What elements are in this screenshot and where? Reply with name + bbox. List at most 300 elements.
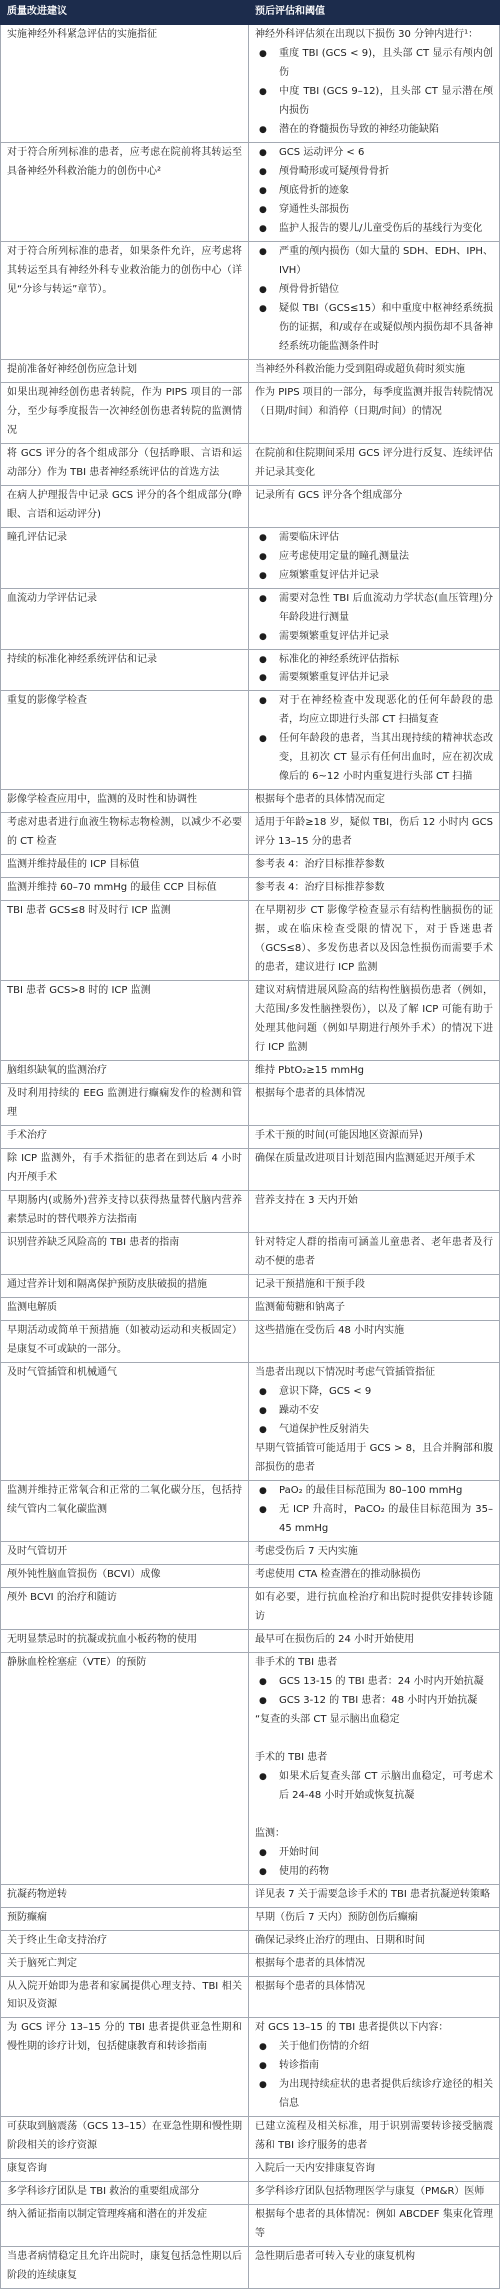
threshold-group [255,791,493,810]
bullet-item [255,182,493,201]
threshold-group [255,1932,493,1951]
recommendation-cell: 当患者病情稳定且允许出院时，康复包括急性期以后阶段的连续康复 [1,2247,249,2289]
table-row [1,813,500,855]
bullet-text: 严重的颅内损伤（如大量的 SDH、EDH、IPH、IVH） [279,245,493,276]
recommendation-cell: 如果出现神经创伤患者转院，作为 PIPS 项目的一部分，至少每季度报告一次神经创伤患者转院的监测情况 [1,382,249,443]
header-threshold: 预后评估和阈值 [249,1,500,25]
bullet-icon [255,567,279,586]
threshold-group [255,1978,493,1997]
threshold-cell [249,901,500,981]
threshold-group [255,1886,493,1905]
threshold-text: 这些措施在受伤后 48 小时内实施 [255,1325,405,1336]
recommendation-cell: TBI 患者 GCS>8 时的 ICP 监测 [1,981,249,1061]
bullet-item [255,1482,493,1501]
recommendation-cell: 血流动力学评估记录 [1,588,249,649]
threshold-group [255,2248,493,2267]
bullet-text: 关于他们伤情的介绍 [279,2041,369,2053]
bullet-text: 中度 TBI (GCS 9–12)，且头部 CT 显示潜在颅内损伤 [279,85,493,116]
table-header [1,1,500,25]
recommendation-cell: 可获取到脑震荡（GCS 13–15）在亚急性期和慢性期阶段相关的诊疗资源 [1,2117,249,2159]
bullet-icon [255,1482,279,1501]
table-row [1,1126,500,1149]
threshold-cell [249,1061,500,1084]
threshold-text: 已建立流程及相关标准，用于识别需要转诊接受脑震荡和 TBI 诊疗服务的患者 [255,2121,493,2152]
table-row [1,359,500,382]
threshold-text: 根据每个患者的具体情况 [255,1980,365,1992]
threshold-text: 适用于年龄≥18 岁，疑似 TBI，伤后 12 小时内 GCS 评分 13–15 分的患者 [255,817,493,848]
recommendation-cell: 静脉血栓栓塞症（VTE）的预防 [1,1652,249,1884]
threshold-group [255,1234,493,1272]
threshold-text: 建议对病情进展风险高的结构性脑损伤患者（例如，大范围/多发性脑挫裂伤），以及了解 ICP 可能有助于处理其他问题（例如早期进行颅外手术）的情况下进行 ICP 监测 [255,985,493,1054]
recommendation-cell: 预防癫痫 [1,1907,249,1930]
bullet-icon [255,281,279,300]
threshold-cell [249,1298,500,1321]
bullet-icon [255,548,279,567]
bullet-list [255,1383,493,1440]
recommendation-cell: 及时气管切开 [1,1541,249,1564]
threshold-text: 考虑受伤后 7 天内实施 [255,1545,358,1557]
threshold-group [255,1749,493,1806]
recommendation-cell: 对于符合所列标准的患者，如果条件允许，应考虑将其转运至具有神经外科专业救治能力的创伤中心（详见“分诊与转运”章节）。 [1,241,249,359]
bullet-item [255,548,493,567]
bullet-text: 需要临床评估 [279,531,339,543]
blank-line [255,1806,493,1825]
bullet-text: 开始时间 [279,1846,319,1858]
threshold-group [255,1955,493,1974]
recommendation-cell: 颅外钝性脑血管损伤（BCVI）成像 [1,1564,249,1587]
threshold-group [255,1909,493,1928]
threshold-text: 参考表 4：治疗目标推荐参数 [255,882,385,894]
threshold-text: 确保在质量改进项目计划范围内监测延迟开颅手术 [255,1153,475,1165]
recommendation-cell: 多学科诊疗团队是 TBI 救治的重要组成部分 [1,2182,249,2205]
threshold-text: 确保记录终止治疗的理由、日期和时间 [255,1934,425,1946]
bullet-item [255,163,493,182]
threshold-cell [249,142,500,241]
threshold-text: 根据每个患者的具体情况而定 [255,794,385,806]
table-row [1,855,500,878]
bullet-icon [255,220,279,239]
threshold-text: 多学科诊疗团队包括物理医学与康复（PM&R）医师 [255,2186,485,2198]
bullet-text: 穿通性头部损伤 [279,203,349,215]
threshold-group [255,692,493,787]
threshold-cell [249,1084,500,1126]
threshold-cell [249,443,500,485]
bullet-item [255,220,493,239]
recommendation-cell: 实施神经外科紧急评估的实施指征 [1,24,249,142]
threshold-text: 根据每个患者的具体情况：例如 ABCDEF 集束化管理等 [255,2209,493,2240]
bullet-text: 转诊指南 [279,2060,319,2072]
bullet-text: 需要频繁重复评估并记录 [279,672,389,684]
threshold-cell [249,649,500,691]
threshold-group [255,384,493,422]
bullet-icon [255,669,279,688]
table-row [1,1652,500,1884]
threshold-cell [249,1480,500,1541]
threshold-text: 在早期初步 CT 影像学检查显示有结构性脑损伤的证据，或在临床检查受限的情况下，对于昏迷患者（GCS≤8）、多发伤患者以及因急性损伤而需要手术的患者，建议进行 ICP 监测 [255,905,493,974]
bullet-text: 疑似 TBI（GCS≤15）和中重度中枢神经系统损伤的证据，和/或存在或疑似颅内损伤却不具备神经系统功能监测条件时 [279,302,493,352]
bullet-item [255,730,493,787]
bullet-text: 颅骨畸形或可疑颅骨骨折 [279,165,389,177]
threshold-cell [249,1652,500,1884]
threshold-text: 根据每个患者的具体情况 [255,1088,365,1100]
threshold-text: 神经外科评估须在出现以下损伤 30 分钟内进行¹： [255,28,479,40]
bullet-item [255,1421,493,1440]
table-row [1,1976,500,2018]
table-row [1,1321,500,1363]
table-row [1,382,500,443]
table-row [1,1930,500,1953]
recommendation-cell: 无明显禁忌时的抗凝或抗血小板药物的使用 [1,1629,249,1652]
threshold-group [255,1085,493,1104]
table-row [1,691,500,790]
bullet-icon [255,1692,279,1711]
threshold-text: 手术干预的时间(可能因地区资源而异) [255,1130,423,1142]
threshold-cell [249,1587,500,1629]
recommendation-cell: 纳入循证指南以制定管理疼痛和潜在的并发症 [1,2205,249,2247]
bullet-item [255,1768,493,1806]
bullet-item [255,1844,493,1863]
bullet-icon [255,121,279,140]
recommendation-cell: 考虑对患者进行血液生物标志物检测，以减少不必要的 CT 检查 [1,813,249,855]
recommendation-cell: 提前准备好神经创伤应急计划 [1,359,249,382]
threshold-group [255,814,493,852]
table-row [1,1907,500,1930]
threshold-cell [249,2018,500,2117]
threshold-cell [249,1362,500,1480]
threshold-group [255,1654,493,1730]
table-row [1,443,500,485]
bullet-text: 颅底骨折的迹象 [279,184,349,196]
bullet-item [255,2057,493,2076]
threshold-cell [249,813,500,855]
table-row [1,1629,500,1652]
recommendation-cell: 监测电解质 [1,1298,249,1321]
threshold-cell [249,2205,500,2247]
threshold-cell [249,1321,500,1363]
threshold-cell [249,981,500,1061]
recommendation-cell: 康复咨询 [1,2159,249,2182]
threshold-group [255,2160,493,2179]
recommendation-cell: 监测并维持最佳的 ICP 目标值 [1,855,249,878]
bullet-icon [255,1421,279,1440]
table-row [1,1298,500,1321]
table-row [1,527,500,588]
bullet-text: 意识下降，GCS < 9 [279,1385,372,1397]
bullet-icon [255,243,279,262]
threshold-cell [249,1126,500,1149]
bullet-item [255,669,493,688]
threshold-text: 手术的 TBI 患者 [255,1751,328,1763]
bullet-text: 应考虑使用定量的瞳孔测量法 [279,550,409,562]
recommendation-cell: 为 GCS 评分 13–15 分的 TBI 患者提供亚急性期和慢性期的诊疗计划，包括健康教育和转诊指南 [1,2018,249,2117]
recommendation-cell: 在病人护理报告中记录 GCS 评分的各个组成部分(睁眼、言语和运动评分) [1,485,249,527]
threshold-group [255,1482,493,1539]
threshold-text: 非手术的 TBI 患者 [255,1656,338,1668]
bullet-icon [255,45,279,64]
bullet-icon [255,692,279,711]
bullet-list [255,529,493,586]
threshold-cell [249,1930,500,1953]
threshold-text: 根据每个患者的具体情况 [255,1957,365,1969]
recommendation-cell: 持续的标准化神经系统评估和记录 [1,649,249,691]
threshold-group [255,590,493,647]
table-row [1,2018,500,2117]
table-row [1,24,500,142]
recommendation-cell: 通过营养计划和隔离保护预防皮肤破损的措施 [1,1275,249,1298]
table-row [1,1953,500,1976]
threshold-text: 对 GCS 13–15 的 TBI 患者提供以下内容： [255,2022,449,2034]
bullet-icon [255,1863,279,1882]
threshold-group [255,1825,493,1882]
threshold-text: 入院后一天内安排康复咨询 [255,2163,375,2175]
bullet-icon [255,1383,279,1402]
threshold-group [255,243,493,357]
bullet-icon [255,730,279,749]
header-recommendation: 质量改进建议 [1,1,249,25]
bullet-text: 标准化的神经系统评估指标 [279,653,399,665]
bullet-item [255,1383,493,1402]
bullet-item [255,300,493,357]
table-row [1,1233,500,1275]
bullet-item [255,1692,493,1711]
bullet-text: 无 ICP 升高时，PaCO₂ 的最佳目标范围为 35–45 mmHg [279,1503,493,1534]
bullet-text: 任何年龄段的患者，当其出现持续的精神状态改变，且初次 CT 显示有任何出血时，应在初次成像后的 6~12 小时内重复进行头部 CT 扫描 [279,733,493,783]
threshold-cell [249,2117,500,2159]
bullet-item [255,1673,493,1692]
bullet-item [255,2038,493,2057]
bullet-list [255,243,493,357]
bullet-item [255,628,493,647]
table-row [1,1084,500,1126]
bullet-icon [255,651,279,670]
bullet-icon [255,628,279,647]
recommendation-cell: 早期活动或简单干预措施（如被动运动和夹板固定）是康复不可或缺的一部分。 [1,1321,249,1363]
bullet-item [255,45,493,83]
threshold-cell [249,855,500,878]
recommendation-cell: 监测并维持正常氧合和正常的二氧化碳分压，包括持续气管内二氧化碳监测 [1,1480,249,1541]
threshold-group [255,1566,493,1585]
table-row [1,1061,500,1084]
threshold-group [255,2206,493,2244]
table-row [1,588,500,649]
threshold-group [255,26,493,140]
bullet-text: GCS 运动评分 < 6 [279,146,365,158]
table-row [1,1884,500,1907]
bullet-text: 躁动不安 [279,1404,319,1416]
threshold-text: 早期气管插管可能适用于 GCS > 8，且合并胸部和腹部损伤的患者 [255,1442,493,1473]
threshold-group [255,1127,493,1146]
recommendation-cell: 将 GCS 评分的各个组成部分（包括睁眼、言语和运动部分）作为 TBI 患者神经系统评估的首选方法 [1,443,249,485]
recommendation-cell: 关于脑死亡判定 [1,1953,249,1976]
threshold-text: 急性期后患者可转入专业的康复机构 [255,2251,415,2263]
bullet-item [255,590,493,628]
table-row [1,1275,500,1298]
bullet-list [255,1673,493,1711]
bullet-text: 需要对急性 TBI 后血流动力学状态(血压管理)分年龄段进行测量 [279,592,493,623]
recommendation-cell: 识别营养缺乏风险高的 TBI 患者的指南 [1,1233,249,1275]
bullet-icon [255,1844,279,1863]
bullet-text: 需要频繁重复评估并记录 [279,630,389,642]
bullet-icon [255,201,279,220]
table-row [1,901,500,981]
bullet-text: 对于在神经检查中发现恶化的任何年龄段的患者，均应立即进行头部 CT 扫描复查 [279,695,493,726]
table-row [1,981,500,1061]
table-row [1,649,500,691]
threshold-cell [249,588,500,649]
recommendation-cell: 及时气管插管和机械通气 [1,1362,249,1480]
bullet-list [255,144,493,239]
table-row [1,1362,500,1480]
bullet-icon [255,1673,279,1692]
threshold-group [255,982,493,1058]
threshold-cell [249,527,500,588]
threshold-group [255,1062,493,1081]
threshold-text: 参考表 4：治疗目标推荐参数 [255,859,385,871]
threshold-text: 最早可在损伤后的 24 小时开始使用 [255,1633,415,1645]
bullet-item [255,692,493,730]
threshold-group [255,856,493,875]
bullet-text: 气道保护性反射消失 [279,1423,369,1435]
threshold-cell [249,2159,500,2182]
threshold-text: 维持 PbtO₂≥15 mmHg [255,1065,364,1077]
threshold-cell [249,2247,500,2289]
threshold-group [255,1543,493,1562]
threshold-text: 如有必要，进行抗血栓治疗和出院时提供安排转诊随访 [255,1591,493,1622]
threshold-text: 营养支持在 3 天内开始 [255,1195,358,1207]
threshold-text: 当患者出现以下情况时考虑气管插管指征 [255,1366,435,1378]
threshold-group [255,1276,493,1295]
threshold-cell [249,1907,500,1930]
threshold-cell [249,1191,500,1233]
recommendation-cell: 抗凝药物逆转 [1,1884,249,1907]
bullet-list [255,2038,493,2114]
table-row [1,790,500,813]
recommendation-cell: 脑组织缺氧的监测治疗 [1,1061,249,1084]
recommendation-cell: 手术治疗 [1,1126,249,1149]
threshold-cell [249,691,500,790]
recommendation-cell: TBI 患者 GCS≤8 时及时行 ICP 监测 [1,901,249,981]
bullet-list [255,692,493,787]
recommendation-cell: 瞳孔评估记录 [1,527,249,588]
table-row [1,485,500,527]
bullet-text: 为出现持续症状的患者提供后续诊疗途径的相关信息 [279,2079,493,2110]
threshold-cell [249,359,500,382]
threshold-text: 当神经外科救治能力受到阻碍或超负荷时须实施 [255,363,465,375]
threshold-group [255,1299,493,1318]
bullet-icon [255,1402,279,1421]
blank-line [255,1730,493,1749]
table-body [1,24,500,2288]
table-row [1,2247,500,2289]
threshold-cell [249,878,500,901]
bullet-text: 如果术后复查头部 CT 示脑出血稳定，可考虑术后 24-48 小时开始或恢复抗凝 [279,1770,493,1801]
threshold-cell [249,1541,500,1564]
bullet-icon [255,144,279,163]
threshold-group [255,144,493,239]
threshold-cell [249,2182,500,2205]
table-row [1,1149,500,1191]
recommendation-cell: 重复的影像学检查 [1,691,249,790]
threshold-group [255,2019,493,2114]
threshold-cell [249,24,500,142]
threshold-text: 记录所有 GCS 评分各个组成部分 [255,489,403,501]
bullet-icon [255,2076,279,2095]
table-row [1,2182,500,2205]
header-row [1,1,500,25]
threshold-text: 考虑使用 CTA 检查潜在的推动脉损伤 [255,1568,421,1580]
recommendation-cell: 早期肠内(或肠外)营养支持以获得热量替代脑内营养素禁忌时的替代喂养方法指南 [1,1191,249,1233]
threshold-cell [249,382,500,443]
threshold-group [255,651,493,689]
bullet-text: GCS 3-12 的 TBI 患者：48 小时内开始抗凝 [279,1694,478,1706]
table-row [1,1541,500,1564]
bullet-item [255,121,493,140]
threshold-text: 针对特定人群的指南可涵盖儿童患者、老年患者及行动不便的患者 [255,1237,493,1268]
bullet-item [255,201,493,220]
bullet-list [255,1844,493,1882]
threshold-group [255,879,493,898]
table-row [1,2205,500,2247]
bullet-text: 颅骨骨折错位 [279,283,339,295]
bullet-item [255,1863,493,1882]
threshold-cell [249,1884,500,1907]
recommendation-cell: 颅外 BCVI 的治疗和随访 [1,1587,249,1629]
bullet-icon [255,83,279,102]
bullet-icon [255,590,279,609]
threshold-cell [249,1275,500,1298]
table-row [1,1191,500,1233]
threshold-group [255,1150,493,1169]
bullet-text: PaO₂ 的最佳目标范围为 80–100 mmHg [279,1484,463,1496]
bullet-item [255,2076,493,2114]
recommendation-cell: 从入院开始即为患者和家属提供心理支持、TBI 相关知识及资源 [1,1976,249,2018]
threshold-cell [249,790,500,813]
bullet-text: 应频繁重复评估并记录 [279,569,379,581]
bullet-item [255,651,493,670]
bullet-list [255,590,493,647]
bullet-icon [255,2038,279,2057]
threshold-cell [249,1953,500,1976]
threshold-text: 记录干预措施和干预手段 [255,1279,365,1291]
bullet-text: 监护人报告的婴儿/儿童受伤后的基线行为变化 [279,222,483,234]
table-row [1,142,500,241]
bullet-list [255,1482,493,1539]
recommendation-cell: 监测并维持 60–70 mmHg 的最佳 CCP 目标值 [1,878,249,901]
threshold-group [255,361,493,380]
bullet-text: 使用的药物 [279,1865,329,1877]
bullet-item [255,281,493,300]
recommendation-cell: 关于终止生命支持治疗 [1,1930,249,1953]
bullet-text: 潜在的脊髓损伤导致的神经功能缺陷 [279,123,439,135]
threshold-group [255,487,493,506]
threshold-cell [249,1233,500,1275]
threshold-group [255,1589,493,1627]
threshold-group [255,902,493,978]
threshold-text: 监测： [255,1827,285,1839]
threshold-cell [249,1149,500,1191]
table-row [1,241,500,359]
bullet-list [255,45,493,140]
bullet-icon [255,300,279,319]
bullet-list [255,651,493,689]
table-row [1,2159,500,2182]
threshold-group [255,529,493,586]
threshold-group [255,1364,493,1478]
threshold-group [255,1631,493,1650]
bullet-item [255,83,493,121]
table-row [1,1480,500,1541]
threshold-group [255,2183,493,2202]
